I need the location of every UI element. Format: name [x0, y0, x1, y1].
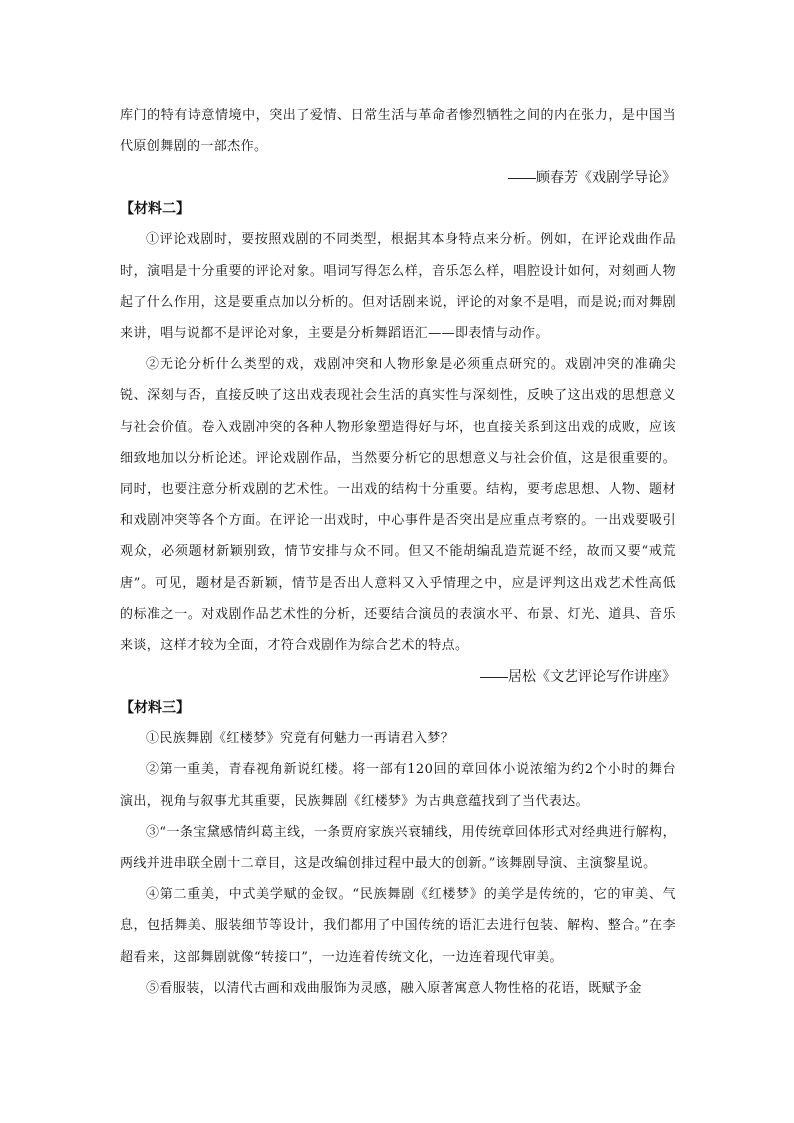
paragraph: ①民族舞剧《红楼梦》究竟有何魅力一再请君入梦？ [146, 731, 455, 747]
paragraph: ①评论戏剧时，要按照戏剧的不同类型，根据其本身特点来分析。例如，在评论戏曲作品时，演唱是十分重要的评论对象。唱词写得怎么样，音乐怎么样，唱腔设计如何，对刻画人物起了什么作用，这是要重点加以分析的。但对话剧来说，评论的对象不是唱，而是说;而对舞剧来讲，唱与说都不是评论对象，主要是分析舞蹈语汇——即表情与动作。 [120, 232, 676, 342]
section-heading-material-two: 【材料二】 [120, 200, 190, 217]
paragraph: ⑤看服装，以清代古画和戏曲服饰为灵感，融入原著寓意人物性格的花语，既赋予金 [146, 980, 642, 996]
section-heading-material-three: 【材料三】 [120, 699, 190, 716]
source-citation: ——顾春芳《戏剧学导论》 [508, 169, 676, 186]
document-page [120, 100, 676, 1004]
paragraph: ②第一重美，青春视角新说红楼。将一部有120回的章回体小说浓缩为约2个小时的舞台演出，视角与叙事尤其重要，民族舞剧《红楼梦》为古典意蕴找到了当代表达。 [120, 762, 676, 809]
paragraph-material-one-end: 库门的特有诗意情境中，突出了爱情、日常生活与革命者惨烈牺牲之间的内在张力，是中国当代原创舞剧的一部杰作。 [120, 108, 676, 155]
paragraph: ②无论分析什么类型的戏，戏剧冲突和人物形象是必须重点研究的。戏剧冲突的准确尖锐、深刻与否，直接反映了这出戏表现社会生活的真实性与深刻性，反映了这出戏的思想意义与社会价值。卷入戏剧冲突的各种人物形象塑造得好与坏，也直接关系到这出戏的成败，应该细致地加以分析论述。评论戏剧作品，当然要分析它的思想意义与社会价值，这是很重要的。同时，也要注意分析戏剧的艺术性。一出戏的结构十分重要。结构，要考虑思想、人物、题材和戏剧冲突等各个方面。在评论一出戏时，中心事件是否突出是应重点考察的。一出戏要吸引观众，必须题材新颖别致，情节安排与众不同。但又不能胡编乱造荒诞不经，故而又要“戒荒唐”。可见，题材是否新颖，情节是否出人意料又入乎情理之中，应是评判这出戏艺术性高低的标准之一。对戏剧作品艺术性的分析，还要结合演员的表演水平、布景、灯光、道具、音乐来谈，这样才较为全面，才符合戏剧作为综合艺术的特点。 [120, 357, 676, 654]
source-citation: ——居松《文艺评论写作讲座》 [480, 668, 676, 685]
paragraph: ③“一条宝黛感情纠葛主线，一条贾府家族兴衰辅线，用传统章回体形式对经典进行解构，两线并进串联全剧十二章目，这是改编创排过程中最大的创新。”该舞剧导演、主演黎星说。 [120, 824, 676, 872]
paragraph: ④第二重美，中式美学赋的金钗。“民族舞剧《红楼梦》的美学是传统的，它的审美、气息，包括舞美、服装细节等设计，我们都用了中国传统的语汇去进行包装、解构、整合。”在李超看来，这部舞剧就像“转接口”，一边连着传统文化，一边连着现代审美。 [120, 887, 676, 965]
